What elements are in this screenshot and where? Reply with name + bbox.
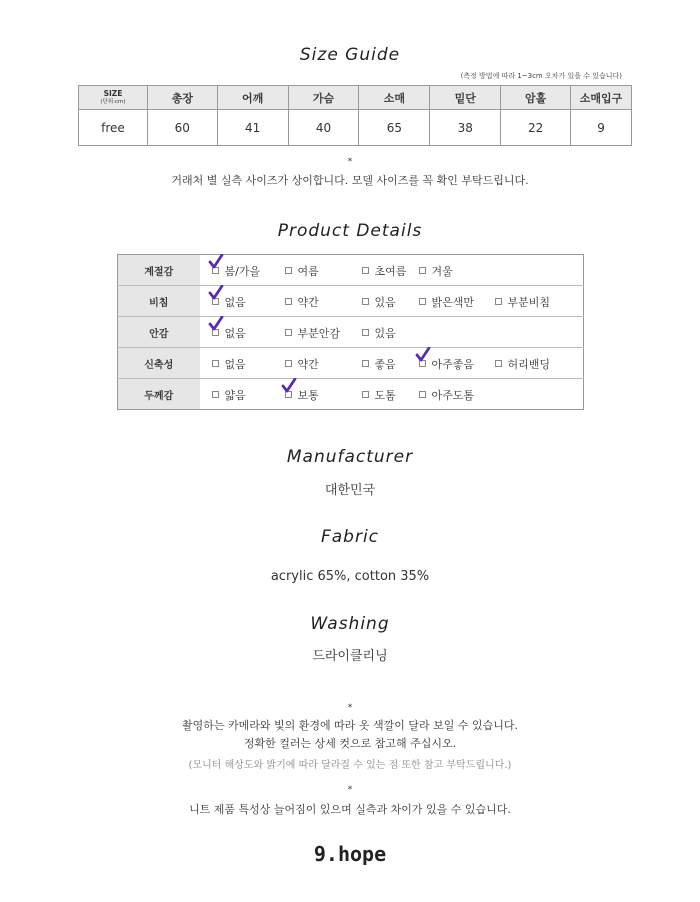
detail-option (419, 356, 475, 372)
washing-value: 드라이클리닝 (312, 649, 388, 664)
detail-option-label: 봄/가을 (224, 265, 261, 278)
manufacturer-title: Manufacturer (286, 447, 414, 467)
detail-option (285, 387, 319, 403)
detail-options (200, 379, 584, 410)
detail-option (285, 263, 319, 279)
header-sleeve: 소매 (359, 86, 430, 110)
size-table (78, 85, 632, 146)
checkbox-icon (419, 391, 426, 398)
manufacturer-value: 대한민국 (324, 483, 376, 498)
detail-option (285, 356, 319, 372)
detail-option-label: 아주도톰 (431, 389, 475, 402)
header-shoulder: 어깨 (217, 86, 288, 110)
checkbox-icon (285, 329, 292, 336)
unit-label: (단위:cm) (100, 98, 126, 105)
detail-option-label: 있음 (374, 296, 396, 309)
detail-options (200, 286, 584, 317)
detail-option-label: 겨울 (431, 265, 453, 278)
checkbox-icon (419, 298, 426, 305)
checkbox-icon (362, 298, 369, 305)
checkbox-icon (285, 360, 292, 367)
detail-option-label: 초여름 (374, 265, 407, 278)
notice-star-1: * (347, 703, 353, 713)
size-value: free (79, 110, 148, 146)
value-sleeve: 65 (359, 110, 430, 146)
checkbox-icon (419, 267, 426, 274)
detail-option (419, 294, 475, 310)
checkbox-icon (212, 391, 219, 398)
header-chest: 가슴 (288, 86, 359, 110)
detail-option-label: 밝은색만 (431, 296, 475, 309)
detail-row-label: 안감 (118, 317, 200, 348)
brand-logo: 9.hope (313, 842, 387, 866)
detail-option (419, 387, 475, 403)
detail-option-label: 보통 (297, 389, 319, 402)
detail-row (118, 379, 584, 410)
detail-option-label: 부분비침 (507, 296, 551, 309)
size-footnote: 거래처 별 실측 사이즈가 상이합니다. 모델 사이즈를 꼭 확인 부탁드립니다. (171, 174, 529, 187)
detail-row (118, 348, 584, 379)
detail-option (285, 325, 341, 341)
size-footnote-star: * (347, 157, 353, 167)
checkbox-icon (362, 360, 369, 367)
detail-row (118, 255, 584, 286)
detail-option-label: 부분안감 (297, 327, 341, 340)
detail-option (212, 263, 261, 279)
detail-option (212, 387, 246, 403)
checkmark-icon (281, 378, 297, 394)
detail-option-label: 약간 (297, 358, 319, 371)
checkbox-icon (495, 360, 502, 367)
detail-option-label: 얇음 (224, 389, 246, 402)
value-cuff: 9 (571, 110, 632, 146)
value-shoulder: 41 (217, 110, 288, 146)
notice-star-2: * (347, 785, 353, 795)
detail-row-label: 계절감 (118, 255, 200, 286)
checkbox-icon (362, 391, 369, 398)
checkmark-icon (208, 285, 224, 301)
notice-line-2: 정확한 컬러는 상세 컷으로 참고해 주십시오. (243, 737, 457, 750)
size-guide-title: Size Guide (299, 45, 401, 65)
value-armhole: 22 (501, 110, 571, 146)
detail-option (362, 356, 396, 372)
measurement-note: (측정 방법에 따라 1~3cm 오차가 있을 수 있습니다) (460, 72, 622, 80)
detail-option-label: 있음 (374, 327, 396, 340)
value-chest: 40 (288, 110, 359, 146)
detail-option-label: 여름 (297, 265, 319, 278)
size-label: SIZE (103, 88, 123, 98)
header-total-length: 총장 (147, 86, 217, 110)
checkbox-icon (495, 298, 502, 305)
checkbox-icon (362, 267, 369, 274)
checkbox-icon (285, 298, 292, 305)
detail-option-label: 약간 (297, 296, 319, 309)
detail-option-label: 없음 (224, 358, 246, 371)
size-table-header-row (79, 86, 632, 110)
checkmark-icon (208, 316, 224, 332)
detail-option (212, 325, 246, 341)
product-details-title: Product Details (277, 221, 423, 241)
detail-row (118, 286, 584, 317)
fabric-value: acrylic 65%, cotton 35% (270, 569, 430, 584)
value-total-length: 60 (147, 110, 217, 146)
header-hem: 밑단 (430, 86, 501, 110)
value-hem: 38 (430, 110, 501, 146)
detail-option (362, 325, 396, 341)
detail-row-label: 신축성 (118, 348, 200, 379)
detail-option-label: 좋음 (374, 358, 396, 371)
notice-line-3: (모니터 해상도와 밝기에 따라 달라질 수 있는 점 또한 참고 부탁드립니다.) (188, 760, 512, 771)
size-table-value-row (79, 110, 632, 146)
detail-option (419, 263, 453, 279)
fabric-title: Fabric (320, 527, 380, 547)
detail-option (212, 356, 246, 372)
detail-option (212, 294, 246, 310)
checkbox-icon (212, 360, 219, 367)
product-details-table (117, 254, 584, 410)
checkmark-icon (208, 254, 224, 270)
header-armhole: 암홀 (501, 86, 571, 110)
detail-option-label: 없음 (224, 296, 246, 309)
detail-options (200, 348, 584, 379)
detail-option (362, 387, 396, 403)
detail-option (495, 356, 551, 372)
header-cuff: 소매입구 (571, 86, 632, 110)
detail-option (362, 263, 407, 279)
detail-option-label: 없음 (224, 327, 246, 340)
detail-option (285, 294, 319, 310)
detail-option-label: 아주좋음 (431, 358, 475, 371)
size-header-cell (79, 86, 148, 110)
detail-options (200, 255, 584, 286)
detail-row-label: 비침 (118, 286, 200, 317)
notice-line-1: 촬영하는 카메라와 빛의 환경에 따라 옷 색깔이 달라 보일 수 있습니다. (182, 719, 518, 732)
washing-title: Washing (310, 614, 390, 634)
checkbox-icon (362, 329, 369, 336)
notice-line-4: 니트 제품 특성상 늘어짐이 있으며 실측과 차이가 있을 수 있습니다. (189, 803, 511, 816)
detail-options (200, 317, 584, 348)
detail-option-label: 도톰 (374, 389, 396, 402)
checkmark-icon (415, 347, 431, 363)
detail-option (362, 294, 396, 310)
checkbox-icon (285, 267, 292, 274)
detail-row-label: 두께감 (118, 379, 200, 410)
detail-option-label: 허리밴딩 (507, 358, 551, 371)
detail-row (118, 317, 584, 348)
detail-option (495, 294, 551, 310)
